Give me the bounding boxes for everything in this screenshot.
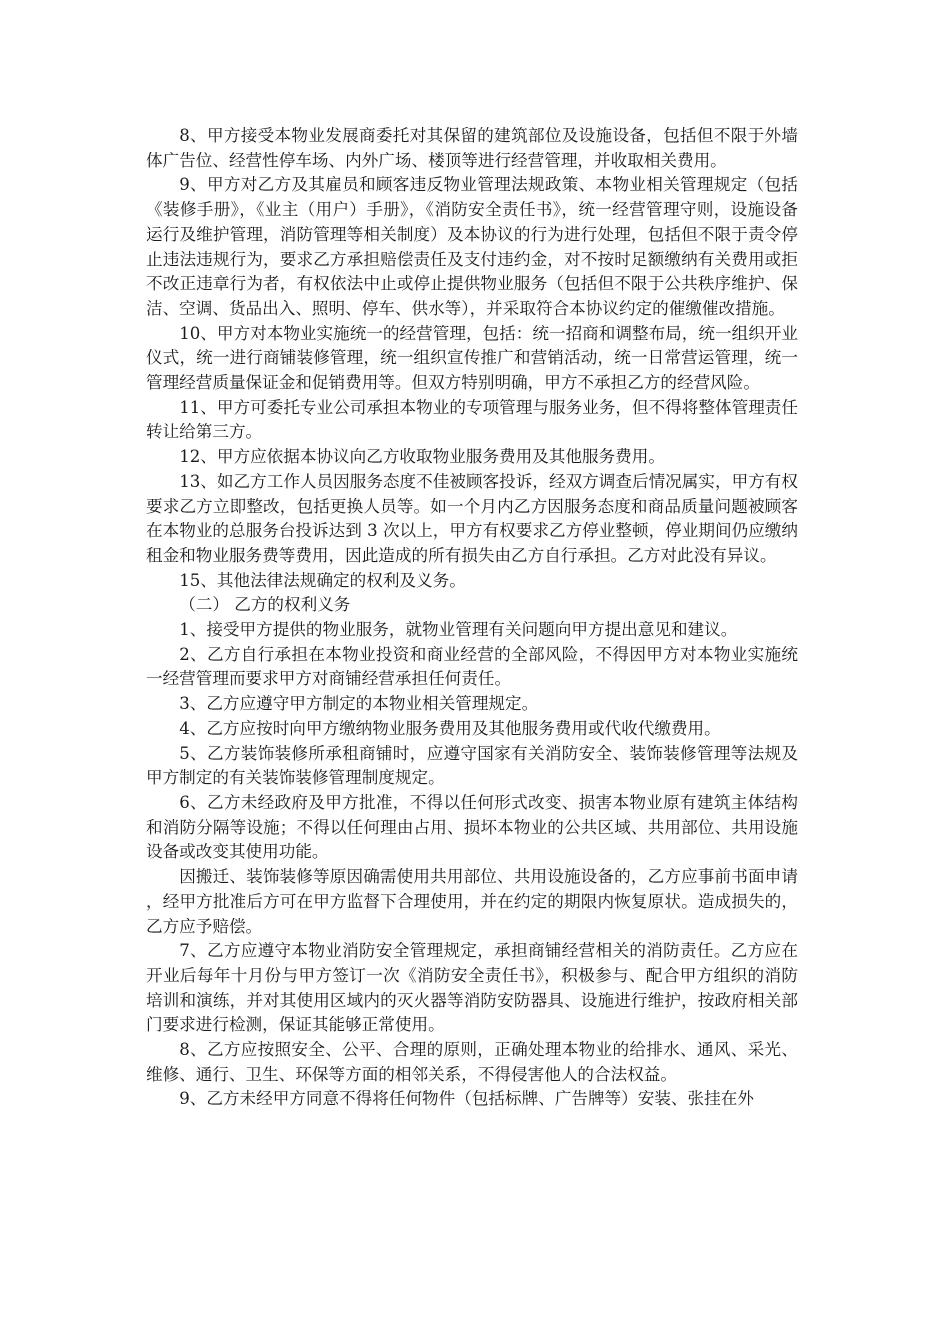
contract-text-body <box>146 124 798 1112</box>
clause-b-2: 2、乙方自行承担在本物业投资和商业经营的全部风险，不得因甲方对本物业实施统一经营管理而要求甲方对商铺经营承担任何责任。 <box>146 644 798 689</box>
clause-a-12: 12、甲方应依据本协议向乙方收取物业服务费用及其他服务费用。 <box>179 447 665 467</box>
clause-a-11: 11、甲方可委托专业公司承担本物业的专项管理与服务业务，但不得将整体管理责任转让给第三方。 <box>146 397 798 442</box>
clause-b-6-supplement: 因搬迁、装饰装修等原因确需使用共用部位、共用设施设备的，乙方应事前书面申请，经甲方批准后方可在甲方监督下合理使用，并在约定的期限内恢复原状。造成损失的，乙方应予赔偿。 <box>146 867 798 936</box>
clause-a-10: 10、甲方对本物业实施统一的经营管理，包括：统一招商和调整布局，统一组织开业仪式，统一进行商铺装修管理，统一组织宣传推广和营销活动，统一日常营运管理，统一管理经营质量保证金和促销费用等。但双方特别明确，甲方不承担乙方的经营风险。 <box>146 323 798 393</box>
clause-a-8: 8、甲方接受本物业发展商委托对其保留的建筑部位及设施设备，包括但不限于外墙体广告位、经营性停车场、内外广场、楼顶等进行经营管理，并收取相关费用。 <box>146 126 798 170</box>
clause-a-9: 9、甲方对乙方及其雇员和顾客违反物业管理法规政策、本物业相关管理规定（包括《装修手册》，《业主（用户）手册》，《消防安全责任书》，统一经营管理守则，设施设备运行及维护管理，消防管理等相关制度）及本协议的行为进行处理，包括但不限于责令停止违法违规行为，要求乙方承担赔偿责任及支付违约金，对不按时足额缴纳有关费用或拒不改正违章行为者，有权依法中止或停止提供物业服务（包括但不限于公共秩序维护、保洁、空调、货品出入、照明、停车、供水等），并采取符合本协议约定的催缴催改措施。 <box>146 175 798 318</box>
clause-b-6: 6、乙方未经政府及甲方批准，不得以任何形式改变、损害本物业原有建筑主体结构和消防分隔等设施；不得以任何理由占用、损坏本物业的公共区域、共用部位、共用设施设备或改变其使用功能。 <box>146 792 798 862</box>
section-heading-party-b: （二） 乙方的权利义务 <box>179 595 351 615</box>
clause-b-1: 1、接受甲方提供的物业服务，就物业管理有关问题向甲方提出意见和建议。 <box>179 620 738 640</box>
clause-b-5: 5、乙方装饰装修所承租商铺时，应遵守国家有关消防安全、装饰装修管理等法规及甲方制定的有关装饰装修管理制度规定。 <box>146 743 798 788</box>
clause-b-9: 9、乙方未经甲方同意不得将任何物件（包括标牌、广告牌等）安装、张挂在外 <box>179 1089 754 1109</box>
clause-a-13: 13、如乙方工作人员因服务态度不佳被顾客投诉，经双方调查后情况属实，甲方有权要求乙方立即整改，包括更换人员等。如一个月内乙方因服务态度和商品质量问题被顾客在本物业的总服务台投诉达到 3 次以上，甲方有权要求乙方停业整顿，停业期间仍应缴纳租金和物业服务费等费用，因此造成的所有损失由乙方自行承担。乙方对此没有异议。 <box>146 471 798 565</box>
clause-a-15: 15、其他法律法规确定的权利及义务。 <box>179 570 466 590</box>
clause-b-3: 3、乙方应遵守甲方制定的本物业相关管理规定。 <box>179 694 539 714</box>
clause-b-8: 8、乙方应按照安全、公平、合理的原则，正确处理本物业的给排水、通风、采光、维修、通行、卫生、环保等方面的相邻关系，不得侵害他人的合法权益。 <box>146 1040 798 1084</box>
clause-b-4: 4、乙方应按时向甲方缴纳物业服务费用及其他服务费用或代收代缴费用。 <box>179 718 721 738</box>
clause-b-7: 7、乙方应遵守本物业消防安全管理规定，承担商铺经营相关的消防责任。乙方应在开业后每年十月份与甲方签订一次《消防安全责任书》，积极参与、配合甲方组织的消防培训和演练，并对其使用区域内的灭火器等消防安防器具、设施进行维护，按政府相关部门要求进行检测，保证其能够正常使用。 <box>146 941 798 1035</box>
